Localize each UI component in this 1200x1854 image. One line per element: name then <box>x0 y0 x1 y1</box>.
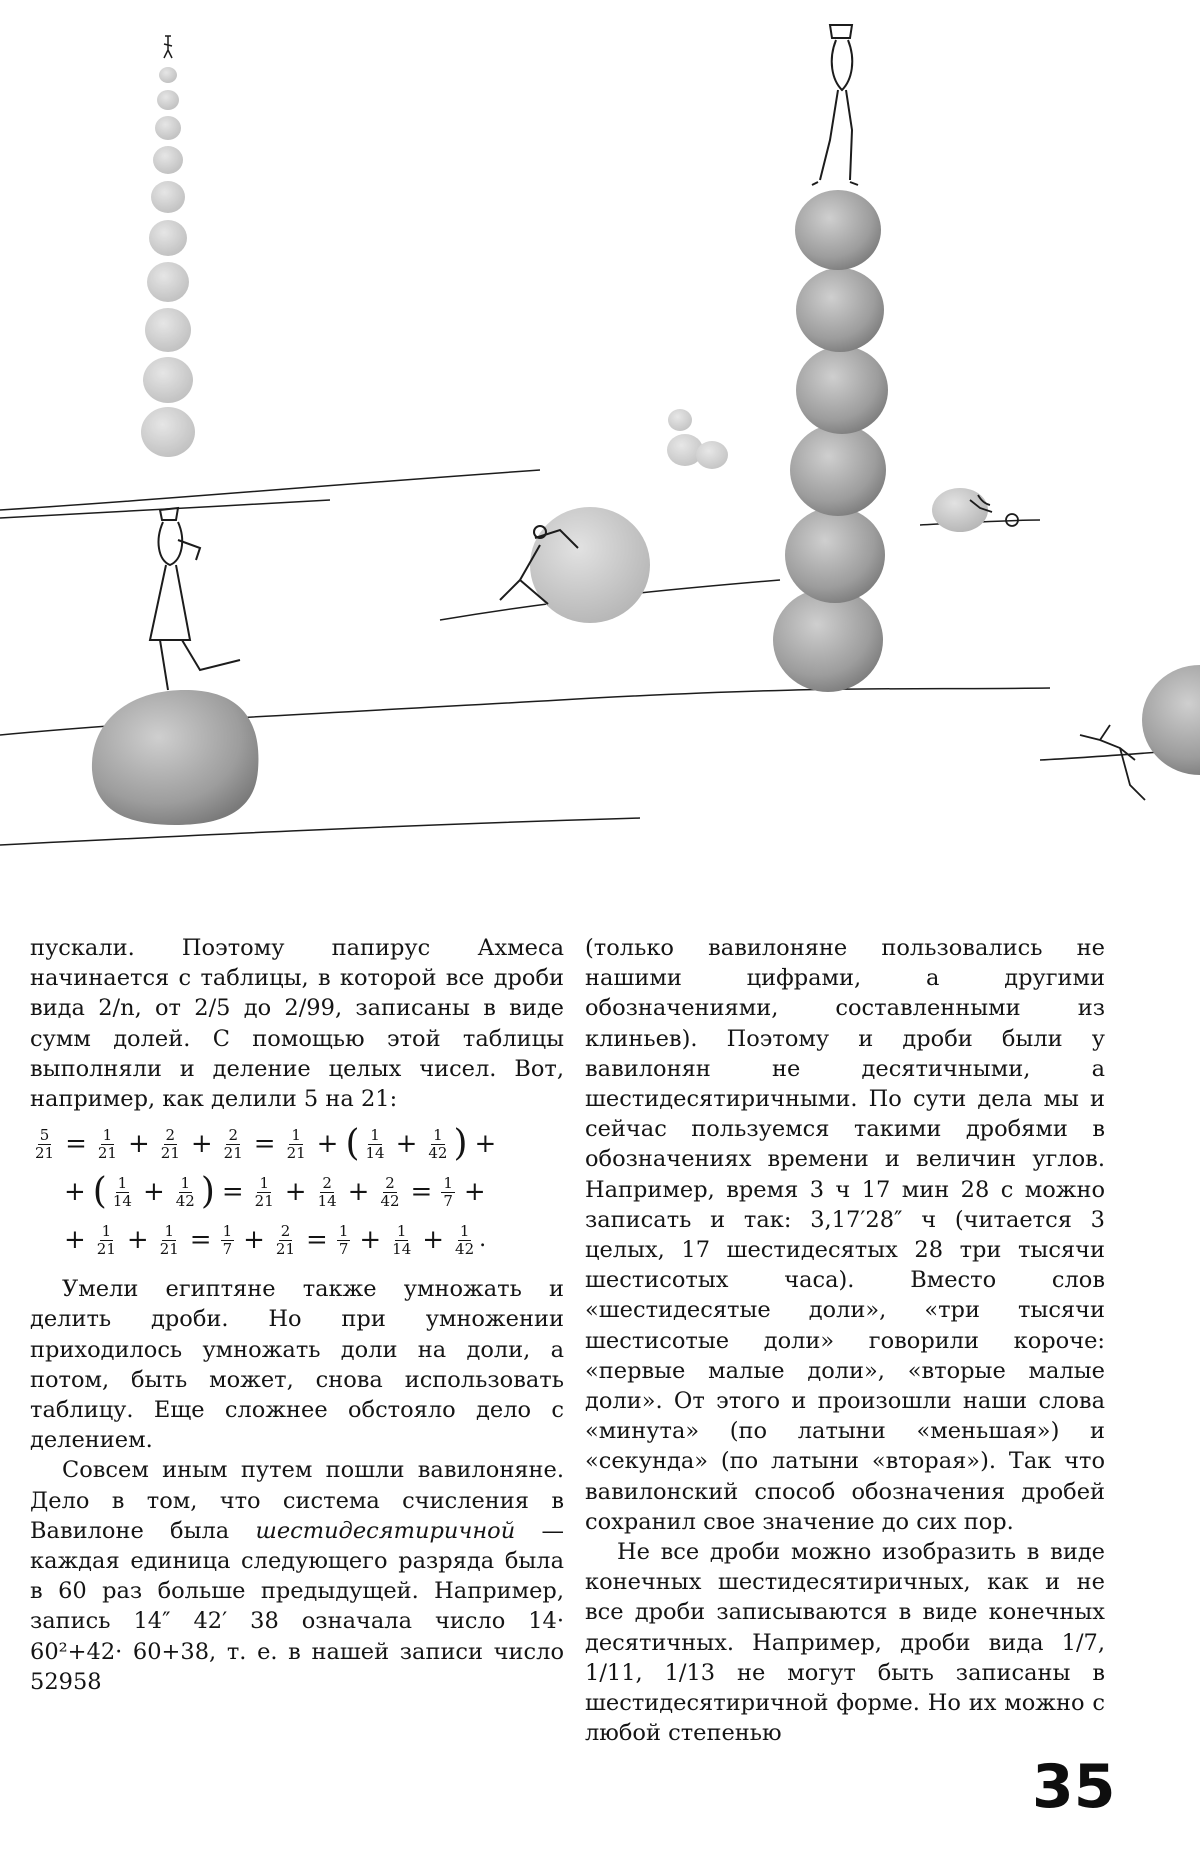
fraction: $\frac{1}{42}$ <box>428 1125 448 1162</box>
fraction: $\frac{2}{21}$ <box>223 1125 243 1162</box>
fraction: $\frac{1}{21}$ <box>286 1125 306 1162</box>
fraction: $\frac{1}{21}$ <box>254 1173 274 1210</box>
figure-right <box>812 25 858 185</box>
stone-pushed <box>530 507 650 623</box>
tiny-figure-top <box>164 36 172 58</box>
fraction: $\frac{1}{7}$ <box>222 1221 233 1258</box>
emphasis: шестидесятиричной <box>255 1517 516 1544</box>
left-column <box>30 933 564 1697</box>
distant-stones <box>667 409 728 469</box>
paragraph: Не все дроби можно изобразить в виде конечных шестидесятиричных, как и не все дроби записываются в виде конечных десятичных. Например, дроби вида 1/7, 1/11, 1/13 не могут быть записаны в шестидесятиричной форме. Но их можно с любой степенью <box>585 1539 1105 1747</box>
paragraph: (только вавилоняне пользовались не нашими цифрами, а другими обозначениями, составленными из клиньев). Поэтому и дроби были у вавилонян не десятичными, а шестидесятиричными. По сути дела мы и сейчас пользуемся такими дробями в обозначениях времени и величин углов. Например, время 3 ч 17 мин 28 с можно записать и так: 3,17′28″ ч (читается 3 целых, 17 шестидесятых 28 три тысячи шестисотых часа). Вместо слов «шестидесятые доли», «три тысячи шестисотые доли» говорили короче: «первые малые доли», «вторые малые доли». От этого и произошли наши слова «минута» (по латыни «меньшая») и «секунда» (по латыни «вторая»). Так что вавилонский способ обозначения дробей сохранил свое значение до сих пор. <box>585 935 1105 1535</box>
fraction: $\frac{1}{14}$ <box>112 1173 132 1210</box>
stone-small-right <box>932 488 988 532</box>
figure-edge-right <box>1080 725 1145 800</box>
formula-line-3: + $\frac{1}{21}$ + $\frac{1}{21}$ = $\frac{1}{7}$ + $\frac{2}{21}$ = $\frac{1}{7}$ + $\frac{1}{14}$ + $\frac{1}{42}$ . <box>64 1221 487 1258</box>
page-number: 35 <box>1032 1752 1116 1822</box>
fraction: $\frac{2}{21}$ <box>160 1125 180 1162</box>
paragraph: Умели египтяне также умножать и делить дроби. Но при умножении приходилось умножать доли на доли, а потом, быть может, снова использовать таблицу. Еще сложнее обстояло дело с делением. <box>30 1276 564 1454</box>
formula-line-2: + ( $\frac{1}{14}$ + $\frac{1}{42}$ ) = $\frac{1}{21}$ + $\frac{2}{14}$ + $\frac{2}{42}$ = $\frac{1}{7}$ + <box>64 1171 486 1213</box>
stone-column-right <box>773 190 888 692</box>
fraction: $\frac{1}{21}$ <box>96 1221 116 1258</box>
fraction: $\frac{2}{21}$ <box>275 1221 296 1258</box>
fraction: $\frac{1}{14}$ <box>365 1125 385 1162</box>
fraction: $\frac{1}{42}$ <box>175 1173 195 1210</box>
stone-edge-right <box>1142 665 1200 775</box>
formula-line-1: $\frac{5}{21}$ = $\frac{1}{21}$ + $\frac{2}{21}$ + $\frac{2}{21}$ = $\frac{1}{21}$ + ( $\frac{1}{14}$ + $\frac{1}{42}$ ) + <box>35 1123 497 1165</box>
pale-stone-column <box>141 67 195 457</box>
fraction: $\frac{2}{14}$ <box>317 1173 337 1210</box>
fraction: $\frac{1}{7}$ <box>443 1173 453 1210</box>
fraction: $\frac{2}{42}$ <box>380 1173 400 1210</box>
paragraph: пускали. Поэтому папирус Ахмеса начинается с таблицы, в которой все дроби вида 2/n, от 2/5 до 2/99, записаны в виде сумм долей. С помощью этой таблицы выполняли и деление целых чисел. Вот, например, как делили 5 на 21: <box>30 935 564 1113</box>
formula <box>30 1120 564 1264</box>
fraction: $\frac{1}{14}$ <box>392 1221 412 1258</box>
fraction: $\frac{1}{42}$ <box>455 1221 475 1258</box>
stone-left <box>92 690 259 825</box>
fraction: $\frac{1}{21}$ <box>97 1125 117 1162</box>
paragraph: Совсем иным путем пошли вавилоняне. Дело в том, что система счисления в Вавилоне была шестидесятиричной — каждая единица следующего разряда была в 60 раз больше предыдущей. Например, запись 14″ 42′ 38 означала число 14· 60²+42· 60+38, т. е. в нашей записи число 52958 <box>30 1457 565 1695</box>
figure-left <box>150 508 240 690</box>
illustration <box>0 0 1200 910</box>
right-column <box>585 933 1105 1748</box>
fraction: $\frac{5}{21}$ <box>35 1125 55 1162</box>
fraction: $\frac{1}{21}$ <box>159 1221 179 1258</box>
fraction: $\frac{1}{7}$ <box>338 1221 349 1258</box>
